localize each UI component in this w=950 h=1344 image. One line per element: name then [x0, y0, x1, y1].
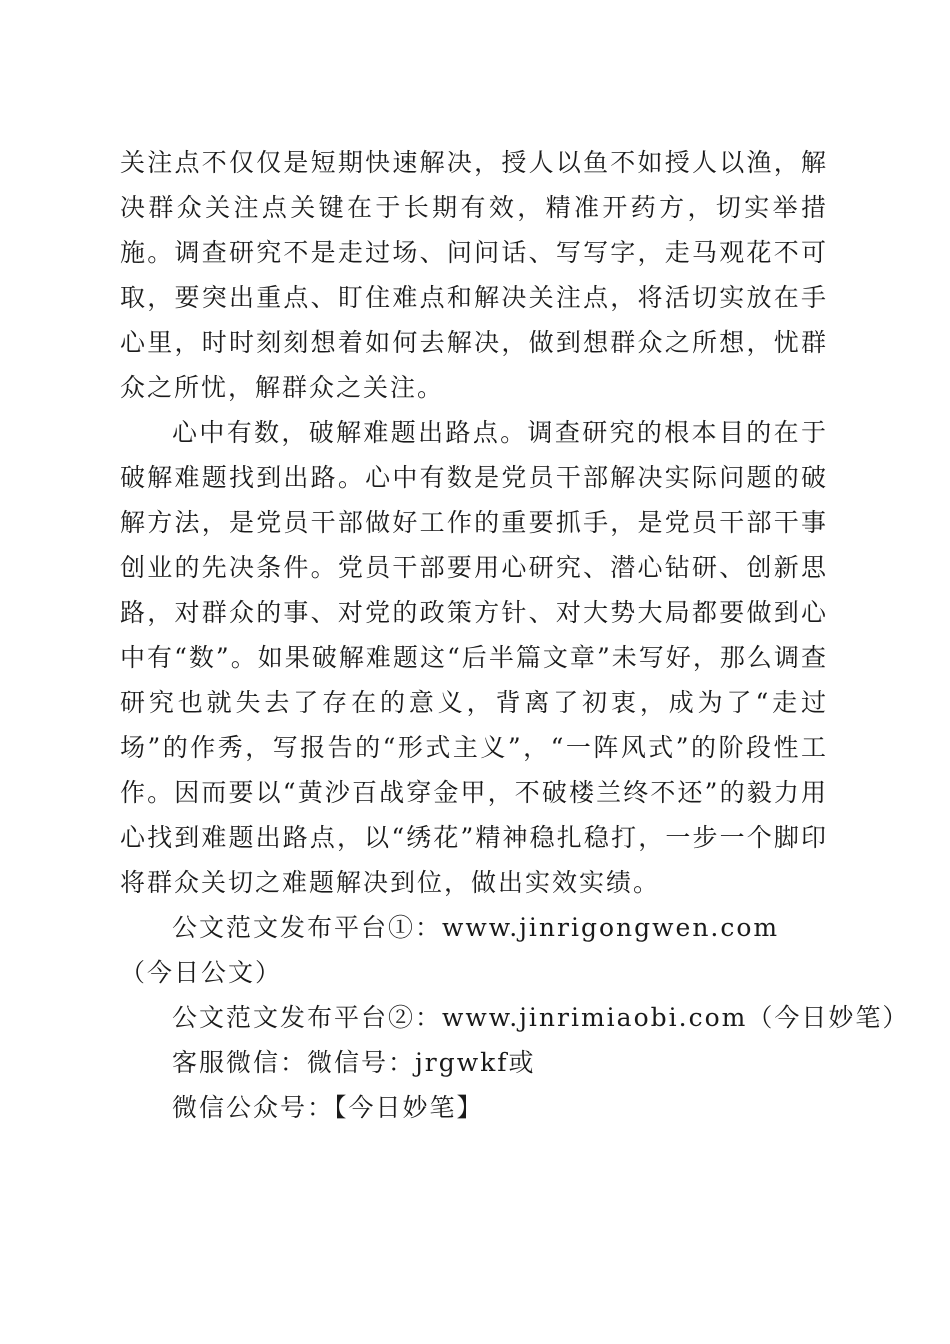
footer-platform-2: 公文范文发布平台②：www.jinrimiaobi.com（今日妙笔）	[172, 1003, 910, 1032]
footer-wechat-account: 微信公众号：【今日妙笔】	[172, 1093, 484, 1122]
paragraph-solve-problems: 心中有数，破解难题出路点。调查研究的根本目的在于破解难题找到出路。心中有数是党员干部解决实际问题的破解方法，是党员干部做好工作的重要抓手，是党员干部干事创业的先决条件。党员干部要用心研究、潜心钻研、创新思路，对群众的事、对党的政策方针、对大势大局都要做到心中有“数”。如果破解难题这“后半篇文章”未写好，那么调查研究也就失去了存在的意义，背离了初衷，成为了“走过场”的作秀，写报告的“形式主义”，“一阵风式”的阶段性工作。因而要以“黄沙百战穿金甲，不破楼兰终不还”的毅力用心找到难题出路点，以“绣花”精神稳扎稳打，一步一个脚印将群众关切之难题解决到位，做出实效实绩。	[120, 418, 828, 897]
footer-service-wechat: 客服微信：微信号：jrgwkf或	[172, 1048, 536, 1077]
footer-platform-1: 公文范文发布平台①：www.jinrigongwen.com（今日公文）	[120, 913, 780, 987]
paragraph-continued: 关注点不仅仅是短期快速解决，授人以鱼不如授人以渔，解决群众关注点关键在于长期有效，精准开药方，切实举措施。调查研究不是走过场、问问话、写写字，走马观花不可取，要突出重点、盯住难点和解决关注点，将活切实放在手心里，时时刻刻想着如何去解决，做到想群众之所想，忧群众之所忧，解群众之关注。	[120, 148, 828, 402]
document-body	[120, 140, 910, 1130]
